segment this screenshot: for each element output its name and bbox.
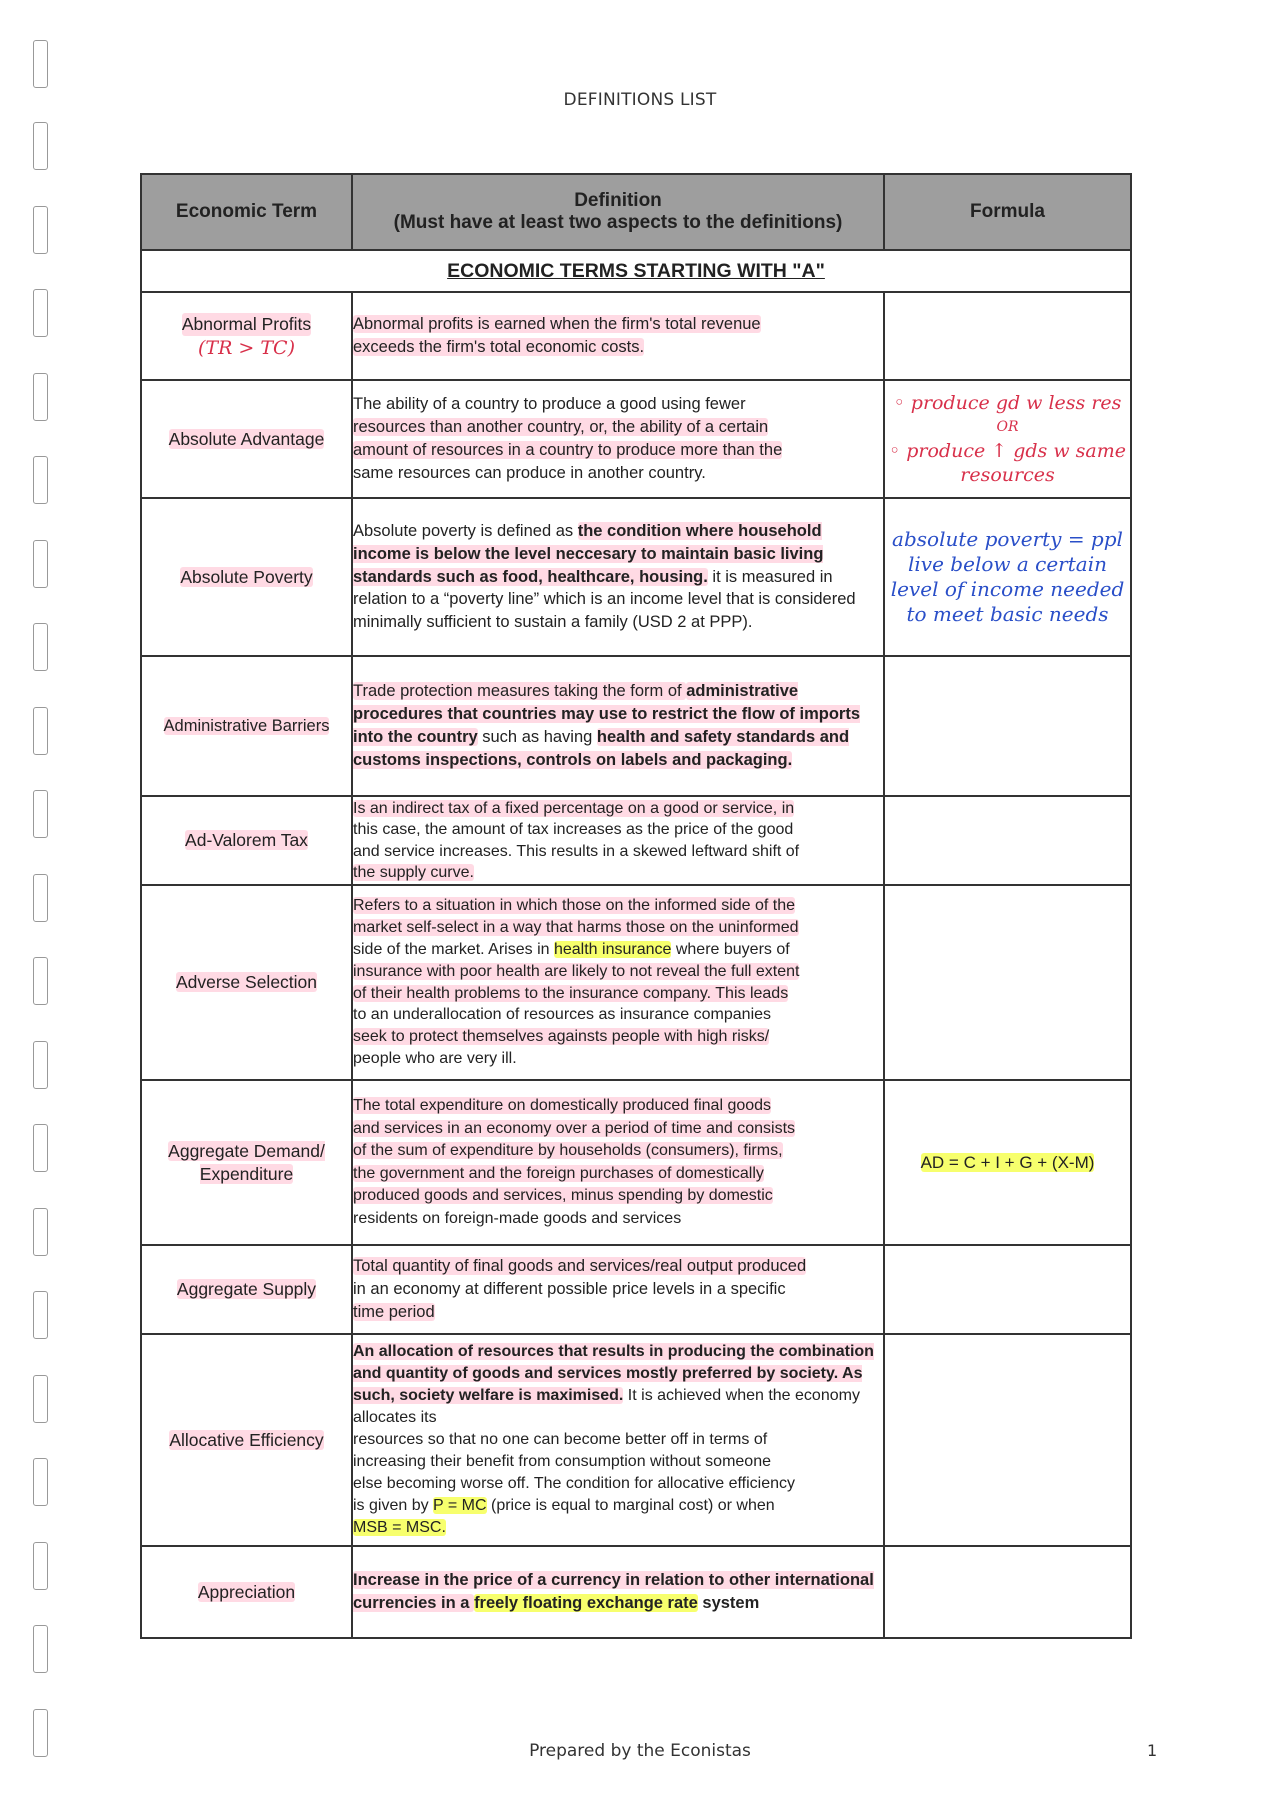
definition-line: Is an indirect tax of a fixed percentage on a good or service, in (353, 799, 795, 817)
definition-text: it is measured in relation to a “poverty line” which is an income level that is considered minimally sufficient to sustain a family (USD 2 at PPP). (353, 567, 856, 632)
definition-cell (352, 292, 884, 380)
highlighted-term: P = MC (433, 1497, 487, 1514)
formula-cell (884, 1080, 1131, 1245)
formula-cell (884, 656, 1131, 796)
binder-hole (33, 1041, 48, 1089)
binder-hole (33, 206, 48, 254)
definition-text-bold: system (697, 1594, 760, 1612)
definition-cell (352, 380, 884, 498)
binder-hole (33, 40, 48, 88)
definition-line: Total quantity of final goods and services/real output produced (353, 1257, 807, 1276)
term-label: Appreciation (197, 1581, 296, 1602)
definition-line: same resources can produce in another country. (353, 463, 706, 482)
binder-hole (33, 707, 48, 755)
definition-line: to an underallocation of resources as insurance companies (353, 1006, 772, 1024)
definition-line: the government and the foreign purchases of domestically (353, 1164, 764, 1182)
section-heading-row (141, 250, 1131, 292)
page-number: 1 (1147, 1741, 1158, 1760)
term-label: Allocative Efficiency (169, 1429, 324, 1450)
binder-hole (33, 790, 48, 838)
definition-line: of their health problems to the insurance company. This leads (353, 984, 789, 1002)
handwritten-note: absolute poverty = ppl live below a certain level of income needed to meet basic needs (890, 527, 1125, 626)
definition-line: people who are very ill. (353, 1049, 517, 1067)
binder-hole (33, 373, 48, 421)
definition-text-bold: the condition where household income is below the level neccesary to maintain basic living standards such as food, healthcare, housing. (353, 522, 824, 586)
definition-line: this case, the amount of tax increases as the price of the good (353, 821, 794, 838)
definition-line: side of the market. Arises in (353, 940, 554, 958)
definition-line: increasing their benefit from consumption without someone (353, 1453, 771, 1470)
definition-line: the supply curve. (353, 864, 474, 881)
header-economic-term: Economic Term (141, 174, 352, 250)
term-cell (141, 292, 352, 380)
highlighted-term: freely floating exchange rate (474, 1594, 698, 1612)
definition-text: such as having (477, 728, 597, 746)
definition-text-bold: health and safety standards and customs inspections, controls on labels and packaging. (353, 728, 850, 769)
term-cell (141, 1334, 352, 1546)
definition-cell (352, 1245, 884, 1334)
binder-hole (33, 1458, 48, 1506)
definition-text: is given by (353, 1497, 434, 1514)
definition-line: resources than another country, or, the ability of a certain (353, 418, 769, 437)
binder-hole (33, 456, 48, 504)
definition-cell (352, 796, 884, 885)
term-label: Adverse Selection (175, 972, 318, 992)
term-label: Absolute Poverty (180, 566, 313, 587)
term-cell (141, 1245, 352, 1334)
handwritten-note: OR (996, 419, 1019, 435)
definition-line: and service increases. This results in a skewed leftward shift of (353, 842, 800, 860)
term-label: Aggregate Supply (176, 1279, 317, 1299)
binder-hole (33, 1625, 48, 1673)
document-title: DEFINITIONS LIST (563, 90, 717, 110)
definition-cell (352, 885, 884, 1080)
header-formula: Formula (884, 174, 1131, 250)
formula-cell (884, 380, 1131, 498)
term-cell (141, 498, 352, 656)
table-row (141, 292, 1131, 380)
definition-line: seek to protect themselves againsts people with high risks/ (353, 1028, 770, 1046)
term-cell (141, 885, 352, 1080)
formula-cell (884, 1334, 1131, 1546)
definition-text: It is achieved when the economy allocates its (353, 1387, 860, 1426)
definition-line: The total expenditure on domestically produced final goods (353, 1097, 772, 1114)
definition-line: time period (353, 1302, 435, 1321)
term-label: Ad-Valorem Tax (185, 830, 308, 850)
term-cell (141, 380, 352, 498)
binder-hole (33, 1208, 48, 1256)
definition-line: Abnormal profits is earned when the firm's total revenue (353, 315, 761, 334)
table-row (141, 656, 1131, 796)
term-label: Abnormal Profits (181, 313, 312, 334)
definition-line: where buyers of (671, 940, 790, 958)
formula-cell (884, 885, 1131, 1080)
definition-line: amount of resources in a country to produce more than the (353, 441, 783, 459)
binder-hole (33, 1124, 48, 1172)
definition-line: of the sum of expenditure by households (consumers), firms, (353, 1142, 783, 1159)
definition-line: exceeds the firm's total economic costs. (353, 338, 645, 356)
definition-line: Refers to a situation in which those on the informed side of the (353, 897, 796, 915)
header-definition-line1: Definition (574, 190, 662, 211)
table-row (141, 885, 1131, 1080)
table-row (141, 498, 1131, 656)
term-label: Absolute Advantage (168, 428, 325, 449)
term-cell (141, 1546, 352, 1638)
table-row (141, 796, 1131, 885)
formula-cell (884, 796, 1131, 885)
formula-cell (884, 498, 1131, 656)
section-heading (141, 250, 1131, 292)
formula-text: AD = C + I + G + (X-M) (920, 1152, 1095, 1172)
table-row (141, 380, 1131, 498)
definition-line: insurance with poor health are likely to not reveal the full extent (353, 962, 800, 980)
definition-line: produced goods and services, minus spending by domestic (353, 1187, 773, 1204)
binder-hole (33, 122, 48, 170)
definition-line: in an economy at different possible price levels in a specific (353, 1280, 786, 1299)
definition-text-bold: An allocation of resources that results in producing the combination and quantity of goods and services mostly preferred by society. As such, society welfare is maximised. (353, 1343, 874, 1404)
binder-hole (33, 874, 48, 922)
term-label: Aggregate Demand/ Expenditure (168, 1140, 325, 1184)
definitions-table (140, 173, 1132, 1639)
formula-cell (884, 292, 1131, 380)
term-label: Administrative Barriers (163, 716, 330, 735)
table-row (141, 1080, 1131, 1245)
table-row (141, 1334, 1131, 1546)
definition-line: resources so that no one can become better off in terms of (353, 1431, 768, 1448)
binder-hole (33, 623, 48, 671)
definition-cell (352, 1334, 884, 1546)
section-heading-text: ECONOMIC TERMS STARTING WITH "A" (447, 259, 825, 282)
binder-hole (33, 540, 48, 588)
table-row (141, 1546, 1131, 1638)
definition-cell (352, 656, 884, 796)
binder-hole (33, 957, 48, 1005)
definition-cell (352, 498, 884, 656)
binder-hole (33, 289, 48, 337)
definition-cell (352, 1546, 884, 1638)
handwritten-note: ◦ produce ↑ gds w same resources (889, 440, 1126, 486)
highlighted-term: MSB = MSC. (353, 1519, 446, 1536)
header-definition (352, 174, 884, 250)
definition-line: residents on foreign-made goods and services (353, 1209, 682, 1227)
handwritten-note: (TR > TC) (197, 336, 295, 359)
highlighted-term: health insurance (553, 940, 672, 958)
formula-cell (884, 1546, 1131, 1638)
footer-text: Prepared by the Econistas (529, 1741, 751, 1761)
term-cell (141, 656, 352, 796)
definition-text-bold: administrative procedures that countries may use to restrict the flow of imports into the country (353, 682, 861, 746)
handwritten-note: ◦ produce gd w less res (893, 392, 1122, 414)
definition-line: and services in an economy over a period of time and consists (353, 1119, 796, 1137)
binder-hole (33, 1375, 48, 1423)
table-header-row (141, 174, 1131, 250)
definition-text: (price is equal to marginal cost) or when (486, 1497, 775, 1514)
definition-line: else becoming worse off. The condition for allocative efficiency (353, 1475, 796, 1492)
binder-hole (33, 1291, 48, 1339)
formula-cell (884, 1245, 1131, 1334)
definition-cell (352, 1080, 884, 1245)
definition-text: Absolute poverty is defined as (353, 522, 578, 540)
term-cell (141, 1080, 352, 1245)
definition-line: market self-select in a way that harms those on the uninformed (353, 919, 799, 937)
header-definition-line2: (Must have at least two aspects to the definitions) (393, 212, 843, 233)
table-row (141, 1245, 1131, 1334)
definition-line: The ability of a country to produce a good using fewer (353, 395, 746, 414)
definition-text-bold: Increase in the price of a currency in relation to other international currencies in a (353, 1571, 874, 1612)
definition-text: Trade protection measures taking the form of (353, 682, 687, 701)
binder-hole (33, 1542, 48, 1590)
term-cell (141, 796, 352, 885)
